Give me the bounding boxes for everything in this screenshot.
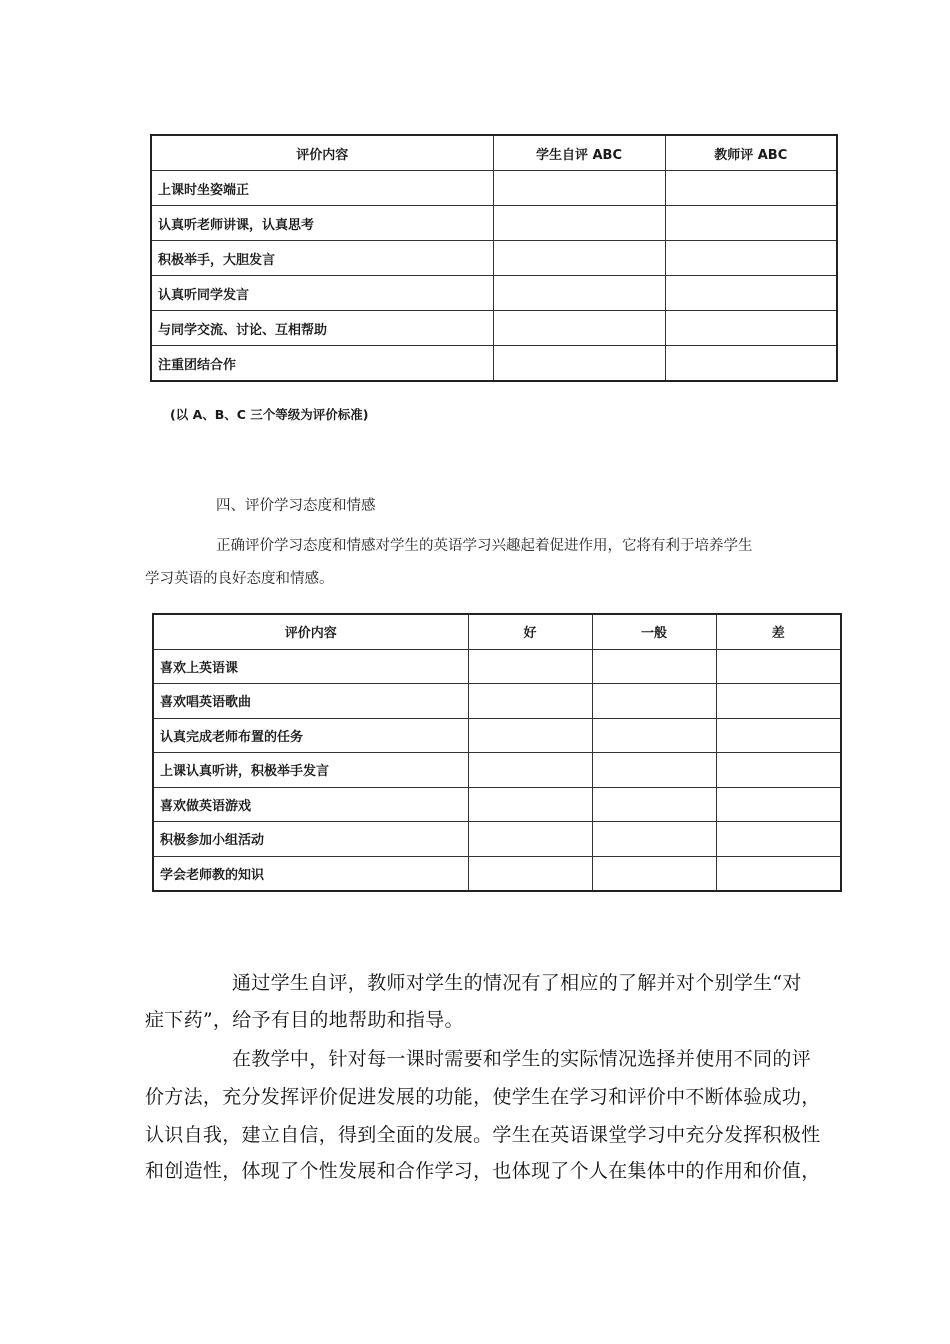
average-cell — [592, 684, 716, 719]
grading-standard-note: (以 A、B、C 三个等级为评价标准) — [170, 407, 369, 422]
self-eval-cell — [493, 346, 665, 382]
attitude-evaluation-table — [152, 613, 842, 892]
poor-cell — [716, 822, 841, 857]
column-header-content: 评价内容 — [153, 614, 468, 649]
body-paragraph-line: 认识自我，建立自信，得到全面的发展。学生在英语课堂学习中充分发挥积极性 — [145, 1124, 821, 1146]
table-row — [153, 753, 841, 788]
body-paragraph-line: 价方法，充分发挥评价促进发展的功能，使学生在学习和评价中不断体验成功， — [145, 1086, 821, 1108]
good-cell — [468, 718, 592, 753]
good-cell — [468, 856, 592, 891]
good-cell — [468, 649, 592, 684]
teacher-eval-cell — [665, 171, 837, 206]
table-row — [151, 346, 837, 382]
poor-cell — [716, 753, 841, 788]
self-eval-cell — [493, 171, 665, 206]
teacher-eval-cell — [665, 346, 837, 382]
table-header-row — [153, 614, 841, 649]
poor-cell — [716, 684, 841, 719]
table-row — [151, 311, 837, 346]
body-paragraph-line: 在教学中，针对每一课时需要和学生的实际情况选择并使用不同的评 — [232, 1048, 812, 1070]
average-cell — [592, 856, 716, 891]
row-label: 学会老师教的知识 — [153, 856, 468, 891]
table-row — [153, 787, 841, 822]
good-cell — [468, 787, 592, 822]
row-label: 认真完成老师布置的任务 — [153, 718, 468, 753]
row-label: 认真听老师讲课，认真思考 — [151, 206, 493, 241]
column-header-average: 一般 — [592, 614, 716, 649]
column-header-self-eval: 学生自评 ABC — [493, 135, 665, 171]
section-heading: 四、评价学习态度和情感 — [216, 498, 376, 514]
table-row — [151, 241, 837, 276]
body-paragraph-line: 和创造性，体现了个性发展和合作学习，也体现了个人在集体中的作用和价值， — [145, 1160, 821, 1182]
poor-cell — [716, 787, 841, 822]
self-eval-cell — [493, 276, 665, 311]
table-header-row — [151, 135, 837, 171]
body-paragraph-line: 症下药”，给予有目的地帮助和指导。 — [145, 1009, 464, 1031]
column-header-teacher-eval: 教师评 ABC — [665, 135, 837, 171]
table-row — [153, 649, 841, 684]
table-row — [151, 206, 837, 241]
row-label: 认真听同学发言 — [151, 276, 493, 311]
column-header-good: 好 — [468, 614, 592, 649]
teacher-eval-cell — [665, 311, 837, 346]
good-cell — [468, 822, 592, 857]
table-row — [151, 171, 837, 206]
average-cell — [592, 753, 716, 788]
poor-cell — [716, 718, 841, 753]
row-label: 上课时坐姿端正 — [151, 171, 493, 206]
average-cell — [592, 787, 716, 822]
table-row — [153, 684, 841, 719]
teacher-eval-cell — [665, 276, 837, 311]
table-row — [153, 718, 841, 753]
row-label: 积极举手，大胆发言 — [151, 241, 493, 276]
average-cell — [592, 649, 716, 684]
row-label: 喜欢上英语课 — [153, 649, 468, 684]
intro-paragraph-line: 学习英语的良好态度和情感。 — [145, 571, 334, 587]
teacher-eval-cell — [665, 241, 837, 276]
poor-cell — [716, 856, 841, 891]
column-header-poor: 差 — [716, 614, 841, 649]
row-label: 积极参加小组活动 — [153, 822, 468, 857]
good-cell — [468, 753, 592, 788]
teacher-eval-cell — [665, 206, 837, 241]
self-eval-cell — [493, 241, 665, 276]
table-row — [151, 276, 837, 311]
row-label: 与同学交流、讨论、互相帮助 — [151, 311, 493, 346]
row-label: 喜欢唱英语歌曲 — [153, 684, 468, 719]
average-cell — [592, 718, 716, 753]
column-header-content: 评价内容 — [151, 135, 493, 171]
poor-cell — [716, 649, 841, 684]
body-paragraph-line: 通过学生自评，教师对学生的情况有了相应的了解并对个别学生“对 — [232, 972, 802, 994]
row-label: 注重团结合作 — [151, 346, 493, 382]
row-label: 喜欢做英语游戏 — [153, 787, 468, 822]
self-evaluation-table — [150, 134, 838, 382]
average-cell — [592, 822, 716, 857]
good-cell — [468, 684, 592, 719]
intro-paragraph-line: 正确评价学习态度和情感对学生的英语学习兴趣起着促进作用，它将有利于培养学生 — [216, 538, 753, 554]
self-eval-cell — [493, 206, 665, 241]
self-eval-cell — [493, 311, 665, 346]
row-label: 上课认真听讲，积极举手发言 — [153, 753, 468, 788]
table-row — [153, 856, 841, 891]
table-row — [153, 822, 841, 857]
